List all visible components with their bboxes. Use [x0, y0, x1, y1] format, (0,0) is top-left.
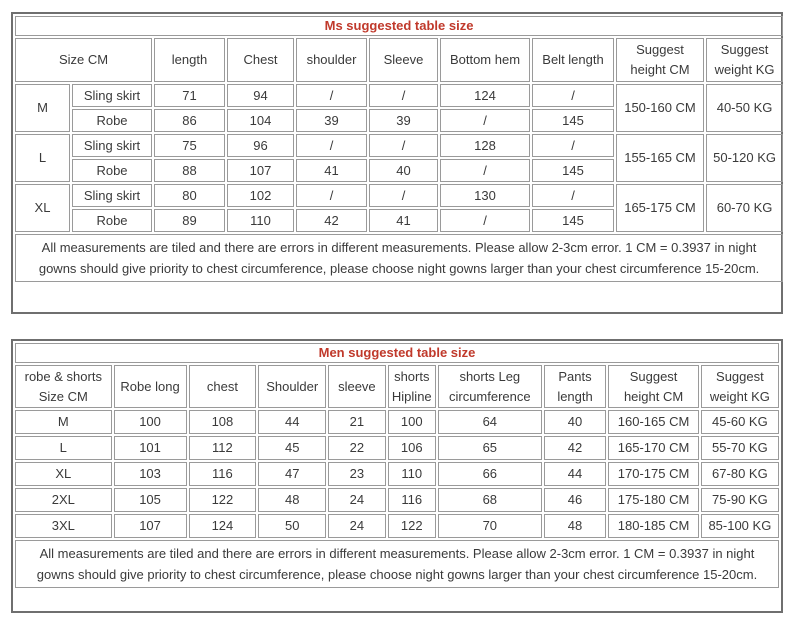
cell-chest: 102: [227, 184, 294, 207]
header-text: Suggest: [629, 368, 678, 384]
cell-robe-long: 101: [114, 436, 187, 460]
cell-bottom-hem: 124: [440, 84, 530, 107]
cell-sleeve: 40: [369, 159, 438, 182]
cell-leg: 64: [438, 410, 542, 434]
header-text: circumference: [448, 388, 531, 404]
cell-hipline: 106: [388, 436, 436, 460]
cell-suggest-height: 165-175 CM: [616, 184, 704, 232]
cell-sleeve: 22: [328, 436, 386, 460]
table-row: [15, 84, 783, 107]
header-row: [15, 38, 783, 82]
cell-shoulder: 39: [296, 109, 367, 132]
header-text: Suggest: [716, 368, 764, 384]
cell-suggest-height: 155-165 CM: [616, 134, 704, 182]
header-shoulder: Shoulder: [258, 365, 326, 408]
cell-leg: 70: [438, 514, 542, 538]
cell-bottom-hem: /: [440, 159, 530, 182]
cell-length: 75: [154, 134, 225, 157]
note-row: [15, 234, 783, 282]
table-row: [15, 514, 779, 538]
cell-bottom-hem: /: [440, 109, 530, 132]
garment-type: Robe: [72, 159, 152, 182]
cell-shoulder: 47: [258, 462, 326, 486]
table-row: [15, 410, 779, 434]
size-label: M: [15, 84, 70, 132]
cell-suggest-weight: 50-120 KG: [706, 134, 783, 182]
cell-suggest-weight: 60-70 KG: [706, 184, 783, 232]
header-chest: chest: [189, 365, 257, 408]
table-row: [15, 134, 783, 157]
cell-suggest-height: 150-160 CM: [616, 84, 704, 132]
men-table-title: Men suggested table size: [15, 343, 779, 363]
header-text: robe & shorts: [24, 368, 102, 384]
men-size-chart: [11, 339, 783, 613]
cell-leg: 68: [438, 488, 542, 512]
cell-bottom-hem: 130: [440, 184, 530, 207]
ms-measurement-note: All measurements are tiled and there are errors in different measurements. Please allow 2-3cm error. 1 CM = 0.3937 in night gowns should give priority to chest circumference, please choose night gowns larger than your chest circumference 15-20cm.: [15, 234, 783, 282]
cell-shoulder: 50: [258, 514, 326, 538]
header-text: Pants: [558, 368, 592, 384]
cell-hipline: 116: [388, 488, 436, 512]
garment-type: Sling skirt: [72, 184, 152, 207]
cell-belt-length: /: [532, 184, 614, 207]
header-suggest-weight: [701, 365, 779, 408]
size-label: L: [15, 436, 112, 460]
garment-type: Sling skirt: [72, 84, 152, 107]
cell-length: 71: [154, 84, 225, 107]
cell-shoulder: /: [296, 84, 367, 107]
table-row: [15, 184, 783, 207]
header-text: length: [557, 388, 593, 404]
cell-belt-length: /: [532, 84, 614, 107]
cell-suggest-height: 160-165 CM: [608, 410, 698, 434]
header-text: weight KG: [714, 62, 775, 77]
cell-suggest-weight: 75-90 KG: [701, 488, 779, 512]
garment-type: Sling skirt: [72, 134, 152, 157]
table-row: [15, 462, 779, 486]
cell-chest: 110: [227, 209, 294, 232]
table-row: [15, 436, 779, 460]
cell-robe-long: 105: [114, 488, 187, 512]
cell-suggest-weight: 85-100 KG: [701, 514, 779, 538]
cell-suggest-weight: 45-60 KG: [701, 410, 779, 434]
cell-length: 80: [154, 184, 225, 207]
cell-belt-length: 145: [532, 109, 614, 132]
cell-suggest-height: 175-180 CM: [608, 488, 698, 512]
header-sleeve: sleeve: [328, 365, 386, 408]
garment-type: Robe: [72, 109, 152, 132]
cell-chest: 116: [189, 462, 257, 486]
cell-shoulder: 42: [296, 209, 367, 232]
cell-robe-long: 103: [114, 462, 187, 486]
header-chest: Chest: [227, 38, 294, 82]
men-size-table: [13, 341, 781, 590]
cell-leg: 65: [438, 436, 542, 460]
header-suggest-weight: [706, 38, 783, 82]
header-size: [15, 365, 112, 408]
cell-sleeve: 21: [328, 410, 386, 434]
cell-robe-long: 107: [114, 514, 187, 538]
cell-chest: 112: [189, 436, 257, 460]
size-label: 2XL: [15, 488, 112, 512]
cell-shoulder: 48: [258, 488, 326, 512]
cell-chest: 124: [189, 514, 257, 538]
size-label: L: [15, 134, 70, 182]
header-text: height CM: [623, 388, 684, 404]
header-text: Size CM: [38, 388, 88, 404]
ms-size-table: [13, 14, 785, 284]
cell-belt-length: /: [532, 134, 614, 157]
header-text: shorts: [394, 368, 430, 384]
cell-sleeve: /: [369, 134, 438, 157]
cell-length: 86: [154, 109, 225, 132]
cell-hipline: 122: [388, 514, 436, 538]
header-belt-length: Belt length: [532, 38, 614, 82]
cell-chest: 122: [189, 488, 257, 512]
cell-bottom-hem: /: [440, 209, 530, 232]
header-suggest-height: [616, 38, 704, 82]
cell-hipline: 110: [388, 462, 436, 486]
header-text: Suggest: [636, 42, 684, 57]
cell-pants-length: 44: [544, 462, 607, 486]
cell-chest: 108: [189, 410, 257, 434]
cell-shoulder: /: [296, 184, 367, 207]
cell-pants-length: 48: [544, 514, 607, 538]
cell-belt-length: 145: [532, 159, 614, 182]
cell-shoulder: 45: [258, 436, 326, 460]
cell-leg: 66: [438, 462, 542, 486]
ms-size-chart: [11, 12, 783, 314]
cell-sleeve: 39: [369, 109, 438, 132]
men-measurement-note: All measurements are tiled and there are errors in different measurements. Please allow 2-3cm error. 1 CM = 0.3937 in night gowns should give priority to chest circumference, please choose night gowns larger than your chest circumference 15-20cm.: [15, 540, 779, 588]
cell-sleeve: 24: [328, 514, 386, 538]
cell-length: 88: [154, 159, 225, 182]
table-title-row: [15, 343, 779, 363]
cell-shoulder: 41: [296, 159, 367, 182]
cell-sleeve: /: [369, 184, 438, 207]
cell-pants-length: 42: [544, 436, 607, 460]
header-suggest-height: [608, 365, 698, 408]
header-pants-length: [544, 365, 607, 408]
cell-belt-length: 145: [532, 209, 614, 232]
size-label: M: [15, 410, 112, 434]
cell-suggest-height: 165-170 CM: [608, 436, 698, 460]
cell-pants-length: 46: [544, 488, 607, 512]
header-robe-long: Robe long: [114, 365, 187, 408]
cell-shoulder: 44: [258, 410, 326, 434]
header-text: height CM: [630, 62, 690, 77]
cell-sleeve: /: [369, 84, 438, 107]
header-shorts-hipline: [388, 365, 436, 408]
header-text: Suggest: [720, 42, 769, 57]
cell-suggest-height: 180-185 CM: [608, 514, 698, 538]
header-bottom-hem: Bottom hem: [440, 38, 530, 82]
cell-sleeve: 24: [328, 488, 386, 512]
cell-suggest-weight: 40-50 KG: [706, 84, 783, 132]
cell-pants-length: 40: [544, 410, 607, 434]
ms-table-title: Ms suggested table size: [15, 16, 783, 36]
cell-chest: 104: [227, 109, 294, 132]
cell-length: 89: [154, 209, 225, 232]
cell-suggest-weight: 55-70 KG: [701, 436, 779, 460]
cell-bottom-hem: 128: [440, 134, 530, 157]
cell-suggest-weight: 67-80 KG: [701, 462, 779, 486]
header-text: shorts Leg: [459, 368, 521, 384]
header-size: Size CM: [15, 38, 152, 82]
size-label: 3XL: [15, 514, 112, 538]
size-label: XL: [15, 462, 112, 486]
cell-chest: 107: [227, 159, 294, 182]
cell-suggest-height: 170-175 CM: [608, 462, 698, 486]
header-length: length: [154, 38, 225, 82]
header-text: Hipline: [391, 388, 432, 404]
cell-chest: 96: [227, 134, 294, 157]
cell-sleeve: 23: [328, 462, 386, 486]
cell-shoulder: /: [296, 134, 367, 157]
header-sleeve: Sleeve: [369, 38, 438, 82]
header-shorts-leg: [438, 365, 542, 408]
cell-sleeve: 41: [369, 209, 438, 232]
note-row: [15, 540, 779, 588]
header-text: weight KG: [709, 388, 770, 404]
table-row: [15, 488, 779, 512]
cell-chest: 94: [227, 84, 294, 107]
cell-robe-long: 100: [114, 410, 187, 434]
header-row: [15, 365, 779, 408]
header-shoulder: shoulder: [296, 38, 367, 82]
table-title-row: [15, 16, 783, 36]
garment-type: Robe: [72, 209, 152, 232]
size-label: XL: [15, 184, 70, 232]
cell-hipline: 100: [388, 410, 436, 434]
